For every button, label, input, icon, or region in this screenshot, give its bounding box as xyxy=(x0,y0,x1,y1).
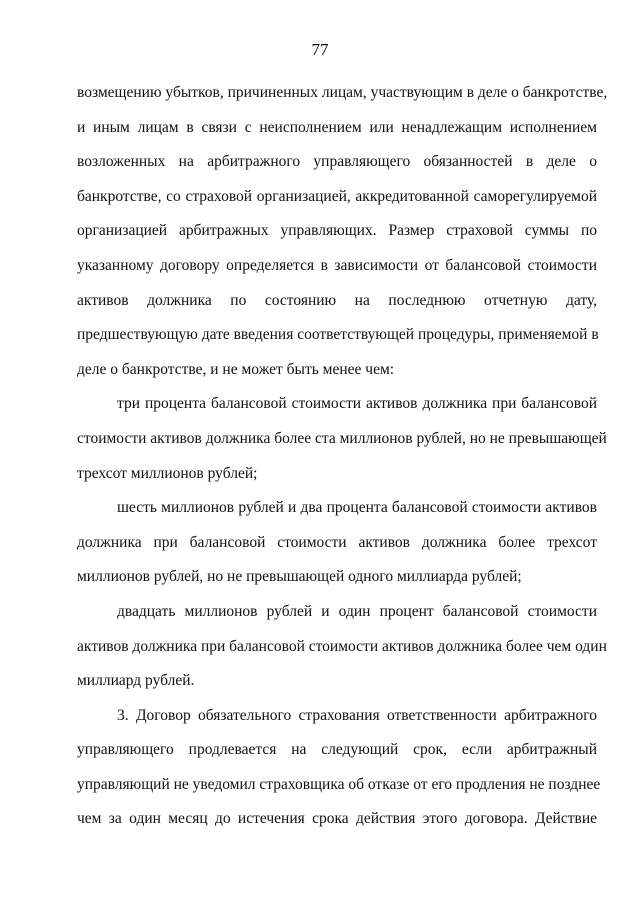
text-line: организацией арбитражных управляющих. Размер страховой суммы по xyxy=(77,222,597,240)
text-line: 3. Договор обязательного страхования ответственности арбитражного xyxy=(117,706,597,724)
text-line: возмещению убытков, причиненных лицам, участвующим в деле о банкротстве, xyxy=(77,84,608,101)
text-line: банкротстве, со страховой организацией, аккредитованной саморегулируемой xyxy=(77,187,597,205)
text-line: активов должника по состоянию на последнюю отчетную дату, xyxy=(77,291,597,309)
paragraph xyxy=(77,387,607,491)
text-line: трехсот миллионов рублей; xyxy=(77,464,258,482)
text-line: стоимости активов должника более ста миллионов рублей, но не превышающей xyxy=(77,429,607,447)
text-line: управляющий не уведомил страховщика об отказе от его продления не позднее xyxy=(77,775,601,793)
text-line: три процента балансовой стоимости активов должника при балансовой xyxy=(117,395,597,413)
text-line: шесть миллионов рублей и два процента балансовой стоимости активов xyxy=(117,499,597,517)
text-line: должника при балансовой стоимости активов должника более трехсот xyxy=(77,533,597,551)
text-line: чем за один месяц до истечения срока действия этого договора. Действие xyxy=(77,810,597,828)
text-line: управляющего продлевается на следующий срок, если арбитражный xyxy=(77,741,597,759)
text-line: и иным лицам в связи с неисполнением или ненадлежащим исполнением xyxy=(77,118,597,136)
paragraph xyxy=(77,699,601,837)
text-line: деле о банкротстве, и не может быть менее чем: xyxy=(77,360,395,378)
text-line: двадцать миллионов рублей и один процент балансовой стоимости xyxy=(117,602,597,620)
text-line: миллиард рублей. xyxy=(77,672,195,690)
text-line: возложенных на арбитражного управляющего обязанностей в деле о xyxy=(77,153,597,171)
text-line: активов должника при балансовой стоимости активов должника более чем один xyxy=(77,637,607,655)
text-line: предшествующую дате введения соответствующей процедуры, применяемой в xyxy=(77,326,599,344)
paragraph xyxy=(77,595,607,699)
paragraph xyxy=(77,491,597,595)
paragraph xyxy=(77,76,608,387)
page-number: 77 xyxy=(311,40,329,59)
text-line: миллионов рублей, но не превышающей одного миллиарда рублей; xyxy=(77,568,522,586)
text-line: указанному договору определяется в зависимости от балансовой стоимости xyxy=(77,256,597,274)
document-body xyxy=(77,76,608,837)
